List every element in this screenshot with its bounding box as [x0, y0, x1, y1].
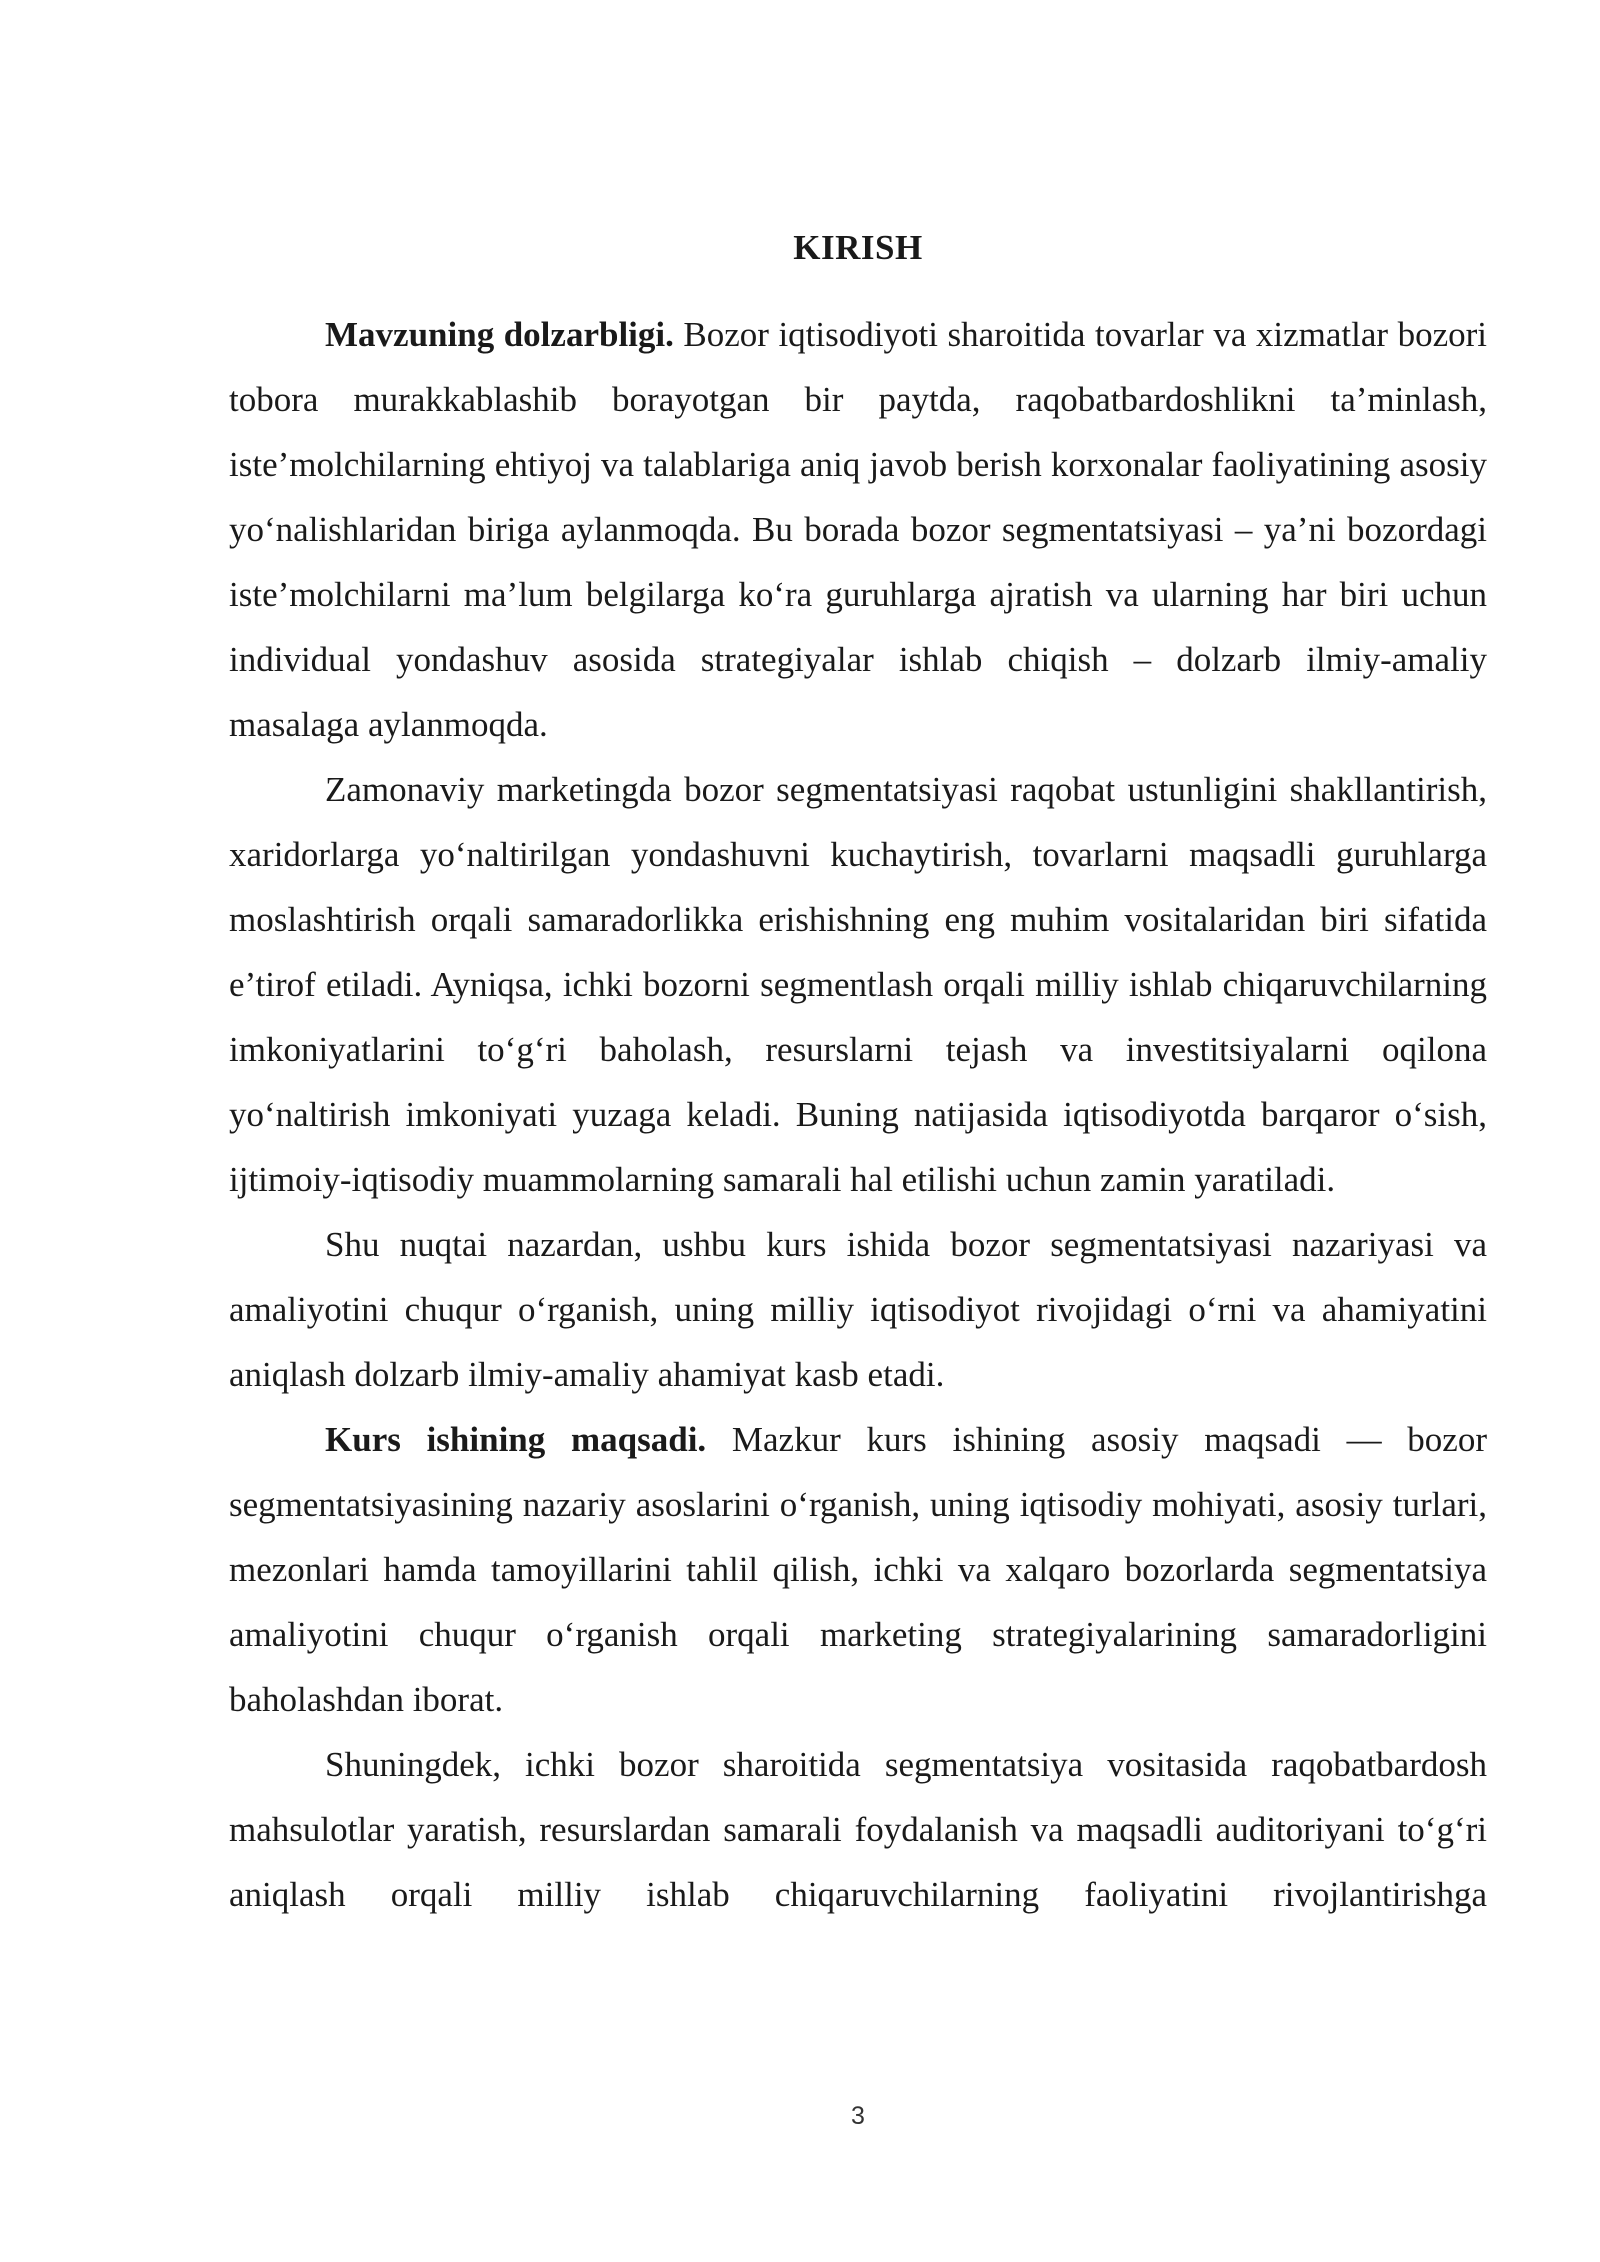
body-text [229, 302, 1487, 1927]
paragraph-relevance [229, 302, 1487, 757]
paragraph-lead: Mavzuning dolzarbligi. [325, 315, 674, 354]
paragraph-lead: Kurs ishining maqsadi. [325, 1420, 707, 1459]
paragraph-text: Shuningdek, ichki bozor sharoitida segmentatsiya vositasida raqobatbardosh mahsulotlar yaratish, resurslardan samarali foydalanish va maqsadli auditoriyani to‘g‘ri aniqlash orqali milliy ishlab chiqaruvchilarning faoliyatini rivojlantirishga [229, 1745, 1487, 1914]
paragraph-text: Bozor iqtisodiyoti sharoitida tovarlar va xizmatlar bozori tobora murakkablashib borayotgan bir paytda, raqobatbardoshlikni ta’minlash, iste’molchilarning ehtiyoj va talablariga aniq javob berish korxonalar faoliyatining asosiy yo‘nalishlaridan biriga aylanmoqda. Bu borada bozor segmentatsiyasi – ya’ni bozordagi iste’molchilarni ma’lum belgilarga ko‘ra guruhlarga ajratish va ularning har biri uchun individual yondashuv asosida strategiyalar ishlab chiqish – dolzarb ilmiy-amaliy masalaga aylanmoqda. [229, 315, 1488, 744]
paragraph-text: Zamonaviy marketingda bozor segmentatsiyasi raqobat ustunligini shakllantirish, xaridorlarga yo‘naltirilgan yondashuvni kuchaytirish, tovarlarni maqsadli guruhlarga moslashtirish orqali samaradorlikka erishishning eng muhim vositalaridan biri sifatida e’tirof etiladi. Ayniqsa, ichki bozorni segmentlash orqali milliy ishlab chiqaruvchilarning imkoniyatlarini to‘g‘ri baholash, resurslarni tejash va investitsiyalarni oqilona yo‘naltirish imkoniyati yuzaga keladi. Buning natijasida iqtisodiyotda barqaror o‘sish, ijtimoiy-iqtisodiy muammolarning samarali hal etilishi uchun zamin yaratiladi. [229, 770, 1487, 1199]
paragraph-modern-marketing [229, 757, 1487, 1212]
paragraph-text: Mazkur kurs ishining asosiy maqsadi — bozor segmentatsiyasining nazariy asoslarini o‘rganish, uning iqtisodiy mohiyati, asosiy turlari, mezonlari hamda tamoyillarini tahlil qilish, ichki va xalqaro bozorlarda segmentatsiya amaliyotini chuqur o‘rganish orqali marketing strategiyalarining samaradorligini baholashdan iborat. [229, 1420, 1487, 1719]
section-heading: KIRISH [793, 228, 923, 267]
paragraph-goal [229, 1407, 1487, 1732]
paragraph-text: Shu nuqtai nazardan, ushbu kurs ishida bozor segmentatsiyasi nazariyasi va amaliyotini chuqur o‘rganish, uning milliy iqtisodiyot rivojidagi o‘rni va ahamiyatini aniqlash dolzarb ilmiy-amaliy ahamiyat kasb etadi. [229, 1225, 1487, 1394]
page-number: 3 [851, 2102, 865, 2130]
paragraph-viewpoint [229, 1212, 1487, 1407]
paragraph-also [229, 1732, 1487, 1927]
